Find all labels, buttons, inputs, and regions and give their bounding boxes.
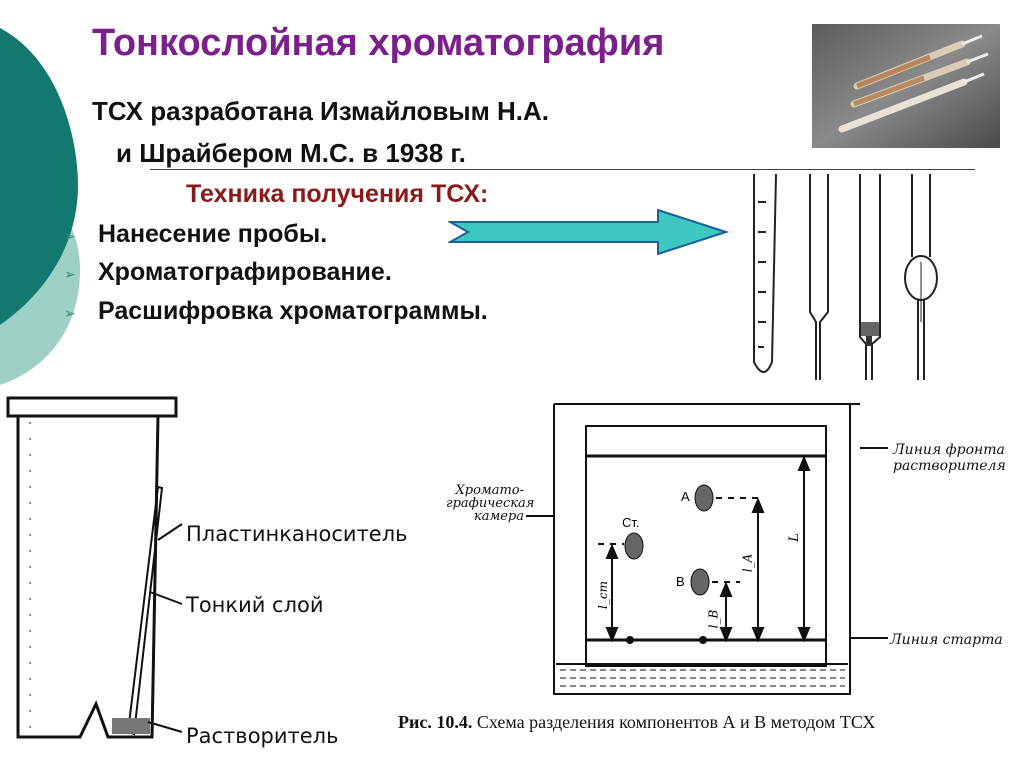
intro-line-2: и Шрайбером М.С. в 1938 г. xyxy=(116,138,466,168)
caption-prefix: Рис. 10.4. xyxy=(398,712,473,732)
step-1-label: Нанесение пробы. xyxy=(98,220,328,248)
spot-b-label: В xyxy=(676,574,685,589)
spot-b xyxy=(691,569,709,595)
spot-st-label: Ст. xyxy=(622,515,640,530)
capillary-drawings xyxy=(740,172,970,384)
label-solvent-front xyxy=(893,442,1006,474)
label-start-line: Линия старта xyxy=(890,632,1003,648)
label-chamber-line-2: графическая xyxy=(446,496,535,511)
caption-text: Схема разделения компонентов А и В методом ТСХ xyxy=(476,712,876,732)
technique-heading: Техника получения ТСХ: xyxy=(186,180,489,208)
jar-lid xyxy=(8,398,176,416)
step-3-label: Расшифровка хроматограммы. xyxy=(98,297,488,325)
spot-a-label: А xyxy=(681,489,690,504)
bullet-icon: ➢ xyxy=(64,266,76,282)
side-decoration xyxy=(0,0,80,390)
label-chamber xyxy=(446,483,535,524)
label-front-line-2: растворителя xyxy=(893,458,1006,474)
label-thin-layer: Тонкий слой xyxy=(186,593,324,617)
intro-line-1: ТСХ разработана Измайловым Н.А. xyxy=(92,96,550,126)
figure-caption xyxy=(398,712,875,733)
spot-st xyxy=(625,533,643,559)
arrow-right-icon xyxy=(448,208,730,256)
label-front-line-1: Линия фронта xyxy=(893,442,1005,458)
bullet-icon: ➢ xyxy=(64,228,76,244)
page-title: Тонкослойная хроматография xyxy=(92,22,665,64)
label-solvent: Растворитель xyxy=(186,724,339,748)
capillary-photo xyxy=(812,24,1000,148)
label-plate: Пластинканоситель xyxy=(186,522,408,546)
label-chamber-line-3: камера xyxy=(473,509,524,524)
bullet-icon: ➢ xyxy=(64,305,76,321)
divider-line xyxy=(150,169,975,170)
dimension-l-a: l_A xyxy=(740,553,755,573)
label-chamber-line-1: Хромато- xyxy=(455,483,524,498)
step-2-label: Хроматографирование. xyxy=(98,258,392,286)
dimension-l-st: l_ст xyxy=(595,581,610,609)
tlc-jar-diagram xyxy=(0,392,420,764)
dimension-l-total: L xyxy=(786,533,802,542)
dimension-l-b: l_B xyxy=(706,609,721,629)
spot-a xyxy=(695,485,713,511)
